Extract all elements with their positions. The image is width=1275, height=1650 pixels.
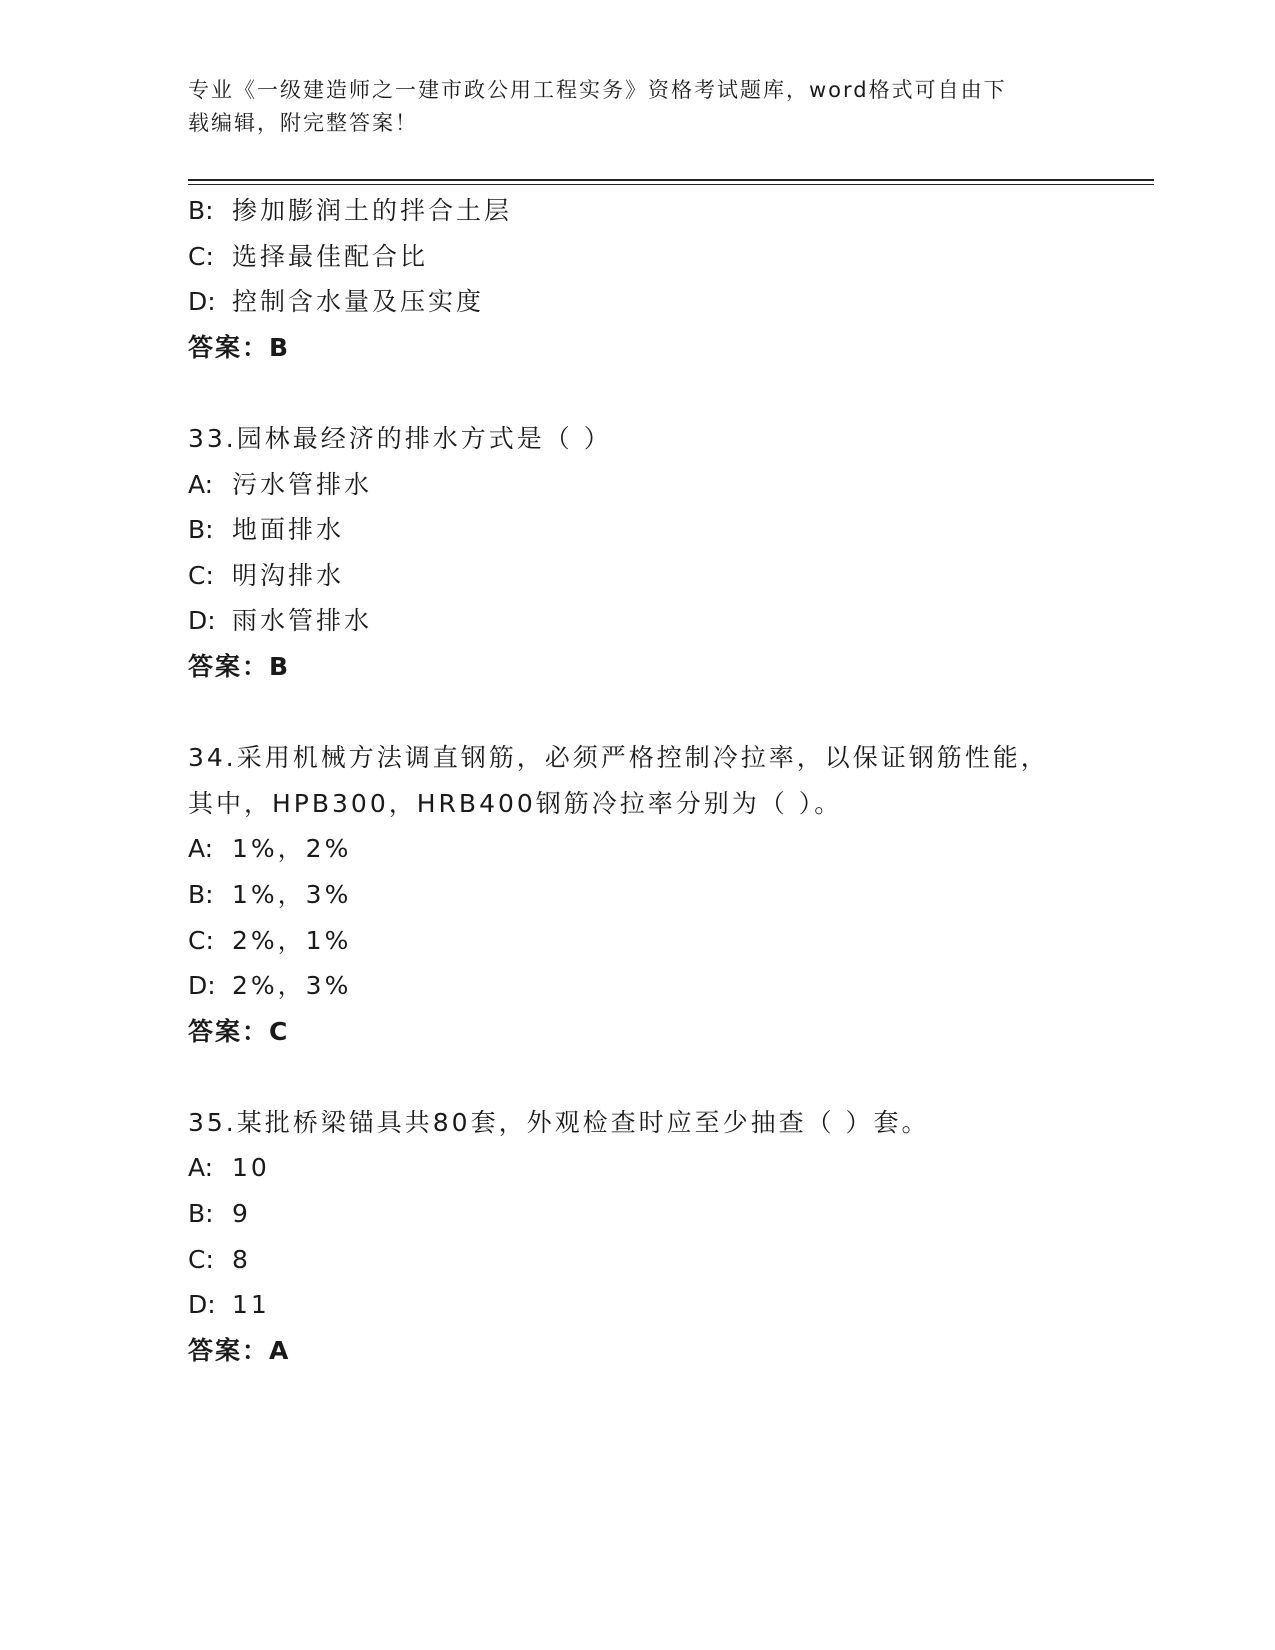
option-key: B: <box>188 515 214 545</box>
option-d <box>188 1282 1088 1328</box>
answer-line: 答案：C <box>188 1016 290 1046</box>
header-divider-thick <box>188 179 1154 181</box>
option-key: A: <box>188 834 214 864</box>
option-key: D: <box>188 287 216 317</box>
option-key: D: <box>188 606 216 636</box>
question-stem: 33.园林最经济的排水方式是（ ） <box>188 423 612 453</box>
option-a <box>188 1145 1088 1191</box>
option-text: 控制含水量及压实度 <box>232 287 485 317</box>
option-text: 地面排水 <box>232 515 345 545</box>
header-line-2: 载编辑，附完整答案！ <box>188 111 418 135</box>
option-a <box>188 462 1088 508</box>
option-b <box>188 507 1088 553</box>
option-key: C: <box>188 241 214 271</box>
question-block-35 <box>188 1100 1088 1374</box>
option-key: C: <box>188 1244 214 1274</box>
option-a <box>188 826 1088 872</box>
option-text: 8 <box>232 1244 251 1274</box>
option-text: 选择最佳配合比 <box>232 241 429 271</box>
option-d <box>188 963 1088 1009</box>
answer-line: 答案：B <box>188 332 291 362</box>
option-text: 2%，3% <box>232 971 352 1001</box>
option-b <box>188 1191 1088 1237</box>
option-key: D: <box>188 971 216 1001</box>
spacer <box>188 370 1088 416</box>
header-divider-thin <box>188 184 1154 185</box>
option-text: 明沟排水 <box>232 560 345 590</box>
question-block-prev <box>188 188 1088 370</box>
option-text: 11 <box>232 1290 270 1320</box>
answer-line: 答案：B <box>188 651 291 681</box>
option-c <box>188 918 1088 964</box>
spacer <box>188 1054 1088 1100</box>
option-text: 1%，3% <box>232 879 352 909</box>
option-c <box>188 553 1088 599</box>
option-text: 雨水管排水 <box>232 606 373 636</box>
question-list <box>188 188 1088 1373</box>
option-key: B: <box>188 1199 214 1229</box>
option-text: 污水管排水 <box>232 469 373 499</box>
option-d <box>188 279 1088 325</box>
answer-line: 答案：A <box>188 1335 291 1365</box>
option-key: A: <box>188 1153 214 1183</box>
option-key: C: <box>188 560 214 590</box>
question-block-33 <box>188 416 1088 690</box>
option-key: A: <box>188 469 214 499</box>
option-c <box>188 234 1088 280</box>
option-text: 10 <box>232 1153 270 1183</box>
option-text: 掺加膨润土的拌合土层 <box>232 196 513 225</box>
question-stem-line-2: 其中，HPB300，HRB400钢筋冷拉率分别为（ ）。 <box>188 788 843 818</box>
option-key: D: <box>188 1290 216 1320</box>
option-text: 1%，2% <box>232 834 352 864</box>
option-c <box>188 1237 1088 1283</box>
option-key: C: <box>188 925 214 955</box>
option-d <box>188 598 1088 644</box>
option-key: B: <box>188 196 214 225</box>
question-stem: 35.某批桥梁锚具共80套，外观检查时应至少抽查（ ）套。 <box>188 1107 930 1137</box>
header-line-1: 专业《一级建造师之一建市政公用工程实务》资格考试题库，word格式可自由下 <box>188 78 1007 102</box>
option-key: B: <box>188 879 214 909</box>
option-text: 9 <box>232 1199 251 1229</box>
question-block-34 <box>188 735 1088 1054</box>
option-b <box>188 188 1088 234</box>
spacer <box>188 690 1088 736</box>
option-b <box>188 872 1088 918</box>
document-header <box>188 74 1068 140</box>
option-text: 2%，1% <box>232 925 352 955</box>
question-stem-line-1: 34.采用机械方法调直钢筋，必须严格控制冷拉率，以保证钢筋性能， <box>188 743 1049 773</box>
